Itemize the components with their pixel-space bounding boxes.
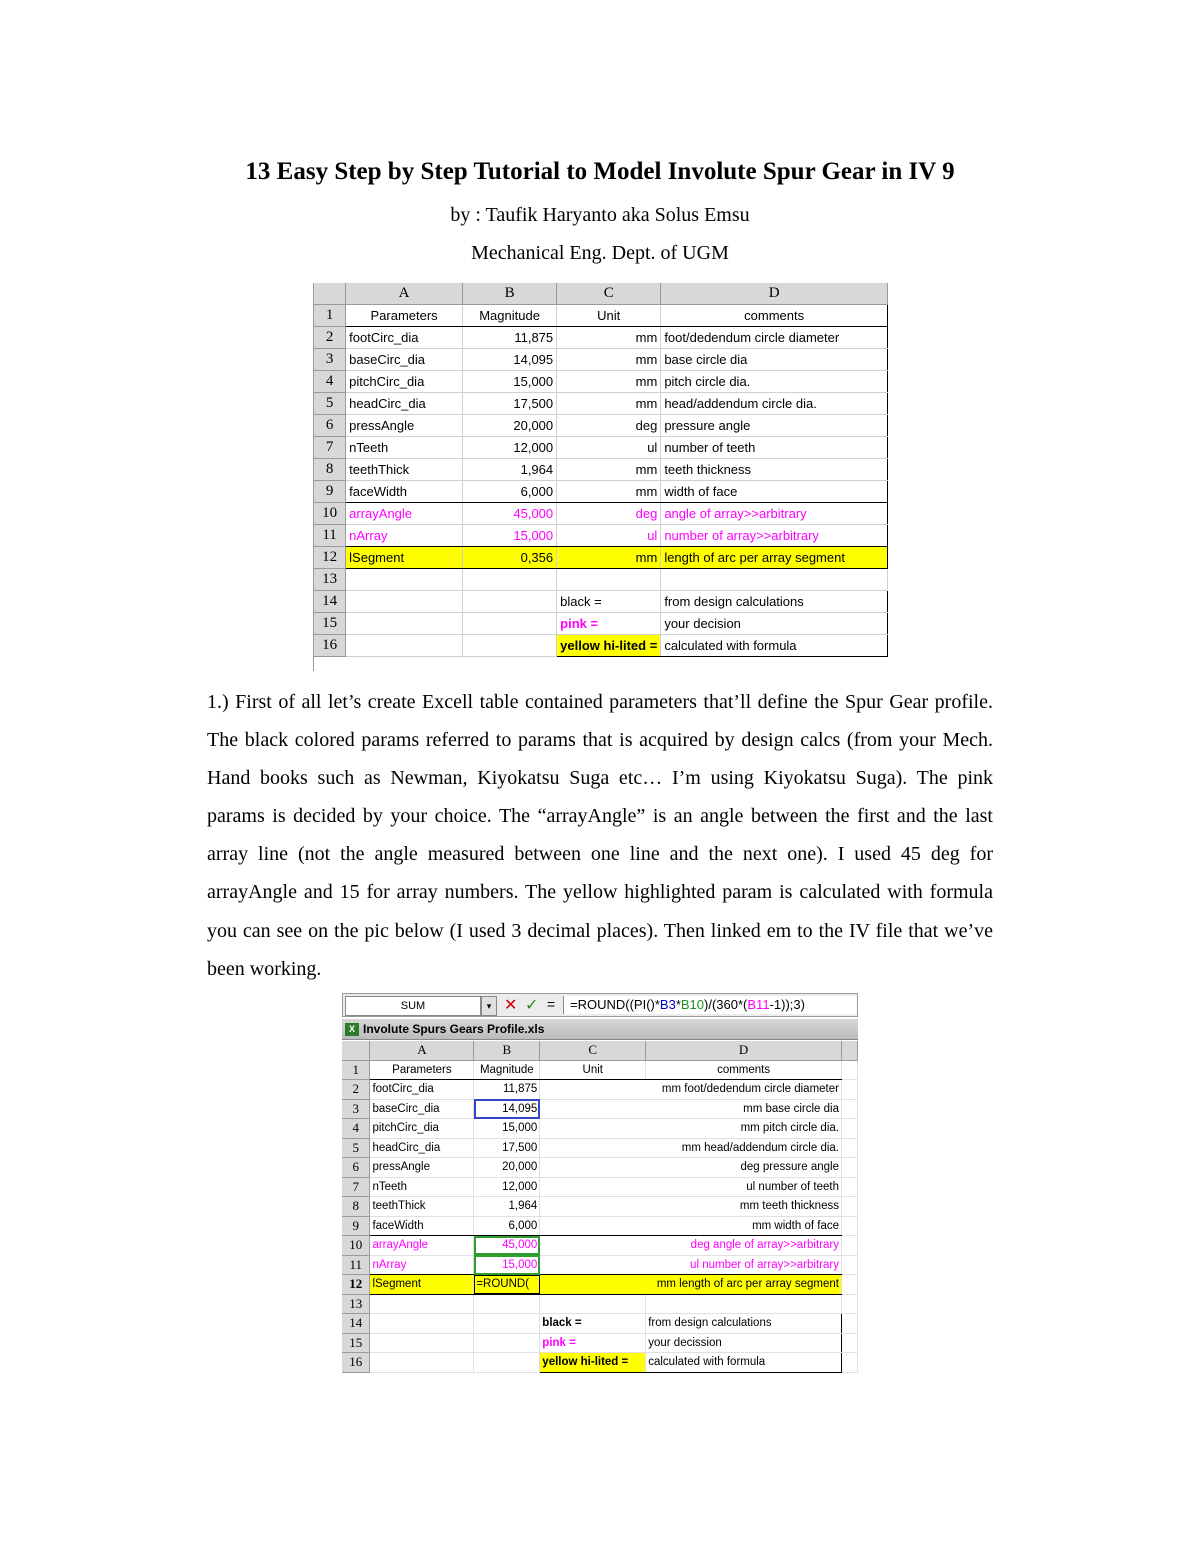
empty-cell[interactable]: [463, 569, 557, 591]
comment-cell[interactable]: width of face: [661, 481, 888, 503]
table-row: [314, 437, 888, 459]
param-name-cell[interactable]: pressAngle: [370, 1158, 474, 1178]
param-name-cell[interactable]: arrayAngle: [346, 503, 463, 525]
legend-value[interactable]: your decision: [661, 613, 888, 635]
row-header[interactable]: 5: [314, 393, 346, 415]
empty-cell[interactable]: [841, 1177, 857, 1197]
formula-ref-b3: B3: [659, 997, 676, 1012]
param-name-cell[interactable]: nTeeth: [370, 1177, 474, 1197]
column-header-c[interactable]: C: [557, 283, 661, 305]
formula-part: *: [675, 997, 681, 1012]
header-cell[interactable]: Magnitude: [463, 305, 557, 327]
table-row: [314, 569, 888, 591]
legend-value[interactable]: from design calculations: [661, 591, 888, 613]
param-name-cell[interactable]: baseCirc_dia: [370, 1099, 474, 1119]
comment-cell[interactable]: number of array>>arbitrary: [661, 525, 888, 547]
row-header[interactable]: 4: [342, 1119, 370, 1139]
row-header[interactable]: 2: [342, 1080, 370, 1100]
table-row: [342, 1080, 858, 1100]
row-header[interactable]: 10: [342, 1236, 370, 1256]
worksheet-table: [342, 1041, 858, 1373]
param-name-cell[interactable]: headCirc_dia: [346, 393, 463, 415]
magnitude-cell[interactable]: 6,000: [463, 481, 557, 503]
row-header[interactable]: 11: [342, 1255, 370, 1275]
formula-part: =ROUND((PI()*: [570, 997, 660, 1012]
unit-comment-cell[interactable]: mm base circle dia: [540, 1099, 842, 1119]
row-header[interactable]: 14: [314, 591, 346, 613]
empty-cell[interactable]: [841, 1158, 857, 1178]
row-header[interactable]: 1: [314, 305, 346, 327]
magnitude-cell[interactable]: 20,000: [474, 1158, 540, 1178]
legend-key[interactable]: black =: [557, 591, 661, 613]
check-icon[interactable]: ✓: [525, 997, 539, 1014]
column-header-row: [314, 283, 888, 305]
formula-part: -1));3): [769, 997, 805, 1012]
empty-cell[interactable]: [841, 1119, 857, 1139]
row-header[interactable]: 3: [314, 349, 346, 371]
empty-cell[interactable]: [474, 1294, 540, 1314]
comment-cell[interactable]: pitch circle dia.: [661, 371, 888, 393]
formula-ref-b10: B10: [680, 997, 705, 1012]
header-cell[interactable]: Parameters: [370, 1060, 474, 1080]
param-name-cell[interactable]: nArray: [370, 1255, 474, 1275]
unit-cell[interactable]: mm: [557, 459, 661, 481]
param-name-cell[interactable]: nArray: [346, 525, 463, 547]
formula-input[interactable]: [563, 996, 857, 1014]
empty-cell[interactable]: [474, 1314, 540, 1334]
row-header[interactable]: 13: [342, 1294, 370, 1314]
table-row: [314, 371, 888, 393]
formula-part: )/(360*(: [704, 997, 748, 1012]
comment-cell[interactable]: length of arc per array segment: [661, 547, 888, 569]
empty-cell[interactable]: [370, 1314, 474, 1334]
magnitude-cell[interactable]: 0,356: [463, 547, 557, 569]
empty-cell[interactable]: [474, 1333, 540, 1353]
unit-cell[interactable]: deg: [557, 503, 661, 525]
unit-comment-cell[interactable]: ul number of array>>arbitrary: [540, 1255, 842, 1275]
unit-comment-cell[interactable]: mm pitch circle dia.: [540, 1119, 842, 1139]
empty-cell[interactable]: [841, 1333, 857, 1353]
magnitude-cell[interactable]: 1,964: [474, 1197, 540, 1217]
magnitude-cell[interactable]: 11,875: [474, 1080, 540, 1100]
row-header[interactable]: 15: [314, 613, 346, 635]
header-cell[interactable]: Magnitude: [474, 1060, 540, 1080]
formula-bar: [342, 993, 858, 1017]
empty-cell[interactable]: [841, 1314, 857, 1334]
step-1-paragraph: 1.) First of all let’s create Excell table contained parameters that’ll define the Spur Gear profile. The black colored params referred to params that is acquired by design calcs (from your Mech. Hand books such as Newman, Kiyokatsu Suga etc… I’m using Kiyokatsu Suga). The pink params is decided by your choice. The “arrayAngle” is an angle between the first and the last array line (not the angle measured between one line and the next one). I used 45 deg for arrayAngle and 15 for array numbers. The yellow highlighted param is calculated with formula you can see on the pic below (I used 3 decimal places). Then linked em to the IV file that we’ve been working.: [207, 691, 993, 980]
empty-cell[interactable]: [346, 613, 463, 635]
magnitude-cell-b10-selected[interactable]: 45,000: [474, 1236, 540, 1256]
column-header-a[interactable]: A: [346, 283, 463, 305]
table-row: [342, 1158, 858, 1178]
row-header[interactable]: 13: [314, 569, 346, 591]
param-name-cell[interactable]: pitchCirc_dia: [370, 1119, 474, 1139]
comment-cell[interactable]: pressure angle: [661, 415, 888, 437]
unit-comment-cell[interactable]: ul number of teeth: [540, 1177, 842, 1197]
row-header[interactable]: 6: [342, 1158, 370, 1178]
table-row: [314, 305, 888, 327]
header-cell[interactable]: Parameters: [346, 305, 463, 327]
column-header-d[interactable]: D: [646, 1041, 842, 1060]
row-header[interactable]: 7: [342, 1177, 370, 1197]
formula-ref-b11: B11: [747, 997, 770, 1012]
table-row: [342, 1255, 858, 1275]
table-row: [314, 503, 888, 525]
empty-cell[interactable]: [370, 1353, 474, 1373]
unit-cell[interactable]: mm: [557, 393, 661, 415]
param-name-cell[interactable]: faceWidth: [370, 1216, 474, 1236]
empty-cell[interactable]: [557, 569, 661, 591]
table-row: [314, 613, 888, 635]
table-row: [314, 459, 888, 481]
table-row: [314, 635, 888, 657]
unit-cell[interactable]: deg: [557, 415, 661, 437]
legend-key[interactable]: pink =: [557, 613, 661, 635]
row-header[interactable]: 6: [314, 415, 346, 437]
param-name-cell[interactable]: footCirc_dia: [346, 327, 463, 349]
magnitude-cell[interactable]: 45,000: [463, 503, 557, 525]
empty-cell[interactable]: [346, 591, 463, 613]
magnitude-cell-b11-selected[interactable]: 15,000: [474, 1255, 540, 1275]
magnitude-cell[interactable]: 6,000: [474, 1216, 540, 1236]
empty-cell[interactable]: [841, 1236, 857, 1256]
param-name-cell[interactable]: faceWidth: [346, 481, 463, 503]
param-name-cell[interactable]: pitchCirc_dia: [346, 371, 463, 393]
magnitude-cell[interactable]: 20,000: [463, 415, 557, 437]
column-header-row: [342, 1041, 858, 1060]
table-row: [314, 327, 888, 349]
empty-cell[interactable]: [346, 569, 463, 591]
comment-cell[interactable]: teeth thickness: [661, 459, 888, 481]
empty-cell[interactable]: [661, 569, 888, 591]
excel-file-icon: X: [345, 1023, 359, 1036]
empty-cell[interactable]: [370, 1294, 474, 1314]
table-row: [342, 1314, 858, 1334]
row-header[interactable]: 2: [314, 327, 346, 349]
param-name-cell[interactable]: footCirc_dia: [370, 1080, 474, 1100]
table-row: [342, 1138, 858, 1158]
column-header-d[interactable]: D: [661, 283, 888, 305]
unit-cell[interactable]: ul: [557, 525, 661, 547]
row-header[interactable]: 5: [342, 1138, 370, 1158]
parameter-spreadsheet: [313, 283, 888, 671]
unit-comment-cell[interactable]: deg pressure angle: [540, 1158, 842, 1178]
empty-cell[interactable]: [841, 1197, 857, 1217]
row-header[interactable]: 16: [314, 635, 346, 657]
comment-cell[interactable]: number of teeth: [661, 437, 888, 459]
empty-cell[interactable]: [463, 613, 557, 635]
empty-cell[interactable]: [841, 1275, 857, 1295]
parameter-table: [314, 283, 888, 657]
param-name-cell[interactable]: arrayAngle: [370, 1236, 474, 1256]
header-cell[interactable]: comments: [646, 1060, 842, 1080]
legend-value[interactable]: calculated with formula: [661, 635, 888, 657]
document-title: 13 Easy Step by Step Tutorial to Model Involute Spur Gear in IV 9: [245, 158, 955, 185]
unit-comment-cell[interactable]: deg angle of array>>arbitrary: [540, 1236, 842, 1256]
row-header[interactable]: 15: [342, 1333, 370, 1353]
param-name-cell[interactable]: lSegment: [370, 1275, 474, 1295]
magnitude-cell[interactable]: 15,000: [463, 371, 557, 393]
row-header[interactable]: 8: [314, 459, 346, 481]
empty-cell[interactable]: [841, 1138, 857, 1158]
table-row: [314, 415, 888, 437]
row-header[interactable]: 16: [342, 1353, 370, 1373]
table-row: [342, 1275, 858, 1295]
header-cell[interactable]: Unit: [540, 1060, 646, 1080]
function-equals-icon[interactable]: =: [547, 996, 556, 1012]
legend-value[interactable]: from design calculations: [646, 1314, 842, 1334]
header-cell[interactable]: comments: [661, 305, 888, 327]
excel-window: [342, 993, 858, 1391]
unit-comment-cell[interactable]: mm foot/dedendum circle diameter: [540, 1080, 842, 1100]
magnitude-cell[interactable]: 12,000: [474, 1177, 540, 1197]
table-row: [342, 1197, 858, 1217]
row-header[interactable]: 4: [314, 371, 346, 393]
corner-cell[interactable]: [314, 283, 346, 305]
unit-comment-cell[interactable]: mm teeth thickness: [540, 1197, 842, 1217]
empty-cell[interactable]: [841, 1080, 857, 1100]
comment-cell[interactable]: head/addendum circle dia.: [661, 393, 888, 415]
row-header[interactable]: 7: [314, 437, 346, 459]
param-name-cell[interactable]: lSegment: [346, 547, 463, 569]
empty-cell[interactable]: [540, 1294, 646, 1314]
table-row: [314, 349, 888, 371]
row-header[interactable]: 10: [314, 503, 346, 525]
chevron-down-icon[interactable]: ▾: [481, 996, 497, 1016]
cancel-icon[interactable]: ✕: [504, 997, 518, 1014]
legend-key[interactable]: black =: [540, 1314, 646, 1334]
comment-cell[interactable]: base circle dia: [661, 349, 888, 371]
unit-cell[interactable]: mm: [557, 481, 661, 503]
header-cell[interactable]: Unit: [557, 305, 661, 327]
legend-key[interactable]: pink =: [540, 1333, 646, 1353]
table-row: [342, 1060, 858, 1080]
row-header[interactable]: 12: [314, 547, 346, 569]
unit-comment-cell[interactable]: mm length of arc per array segment: [540, 1275, 842, 1295]
empty-cell[interactable]: [474, 1353, 540, 1373]
magnitude-cell[interactable]: 17,500: [474, 1138, 540, 1158]
comment-cell[interactable]: foot/dedendum circle diameter: [661, 327, 888, 349]
department-line: Mechanical Eng. Dept. of UGM: [471, 242, 729, 264]
param-name-cell[interactable]: nTeeth: [346, 437, 463, 459]
unit-cell[interactable]: ul: [557, 437, 661, 459]
unit-cell[interactable]: mm: [557, 547, 661, 569]
empty-cell[interactable]: [841, 1294, 857, 1314]
row-header[interactable]: 14: [342, 1314, 370, 1334]
table-row: [342, 1216, 858, 1236]
table-row: [342, 1119, 858, 1139]
unit-cell[interactable]: mm: [557, 327, 661, 349]
table-row: [342, 1099, 858, 1119]
workbook-title: Involute Spurs Gears Profile.xls: [363, 1022, 545, 1036]
legend-value[interactable]: calculated with formula: [646, 1353, 842, 1373]
legend-value[interactable]: your decission: [646, 1333, 842, 1353]
empty-cell[interactable]: [463, 635, 557, 657]
column-header-b[interactable]: B: [463, 283, 557, 305]
magnitude-cell[interactable]: 11,875: [463, 327, 557, 349]
row-header[interactable]: 12: [342, 1275, 370, 1295]
row-header[interactable]: 9: [342, 1216, 370, 1236]
table-row: [342, 1294, 858, 1314]
table-row: [342, 1333, 858, 1353]
table-row: [342, 1177, 858, 1197]
corner-cell[interactable]: [342, 1041, 370, 1060]
unit-comment-cell[interactable]: mm width of face: [540, 1216, 842, 1236]
column-header-e[interactable]: [841, 1041, 857, 1060]
empty-cell[interactable]: [841, 1216, 857, 1236]
param-name-cell[interactable]: baseCirc_dia: [346, 349, 463, 371]
empty-cell[interactable]: [646, 1294, 842, 1314]
empty-cell[interactable]: [841, 1353, 857, 1373]
legend-key[interactable]: yellow hi-lited =: [557, 635, 661, 657]
magnitude-cell[interactable]: 15,000: [474, 1119, 540, 1139]
unit-cell[interactable]: mm: [557, 371, 661, 393]
empty-cell[interactable]: [841, 1060, 857, 1080]
param-name-cell[interactable]: teethThick: [346, 459, 463, 481]
table-row: [342, 1353, 858, 1373]
name-box[interactable]: SUM: [345, 996, 481, 1016]
param-name-cell[interactable]: headCirc_dia: [370, 1138, 474, 1158]
empty-cell[interactable]: [841, 1099, 857, 1119]
empty-cell[interactable]: [346, 635, 463, 657]
magnitude-cell[interactable]: 14,095: [463, 349, 557, 371]
magnitude-cell[interactable]: 15,000: [463, 525, 557, 547]
workbook-title-bar: [342, 1019, 858, 1040]
table-row: [314, 591, 888, 613]
magnitude-cell[interactable]: 12,000: [463, 437, 557, 459]
row-header[interactable]: 3: [342, 1099, 370, 1119]
empty-cell[interactable]: [370, 1333, 474, 1353]
magnitude-cell-b3-selected[interactable]: 14,095: [474, 1099, 540, 1119]
row-header[interactable]: 11: [314, 525, 346, 547]
active-formula-cell[interactable]: =ROUND(: [474, 1275, 540, 1295]
param-name-cell[interactable]: pressAngle: [346, 415, 463, 437]
column-header-c[interactable]: C: [540, 1041, 646, 1060]
unit-cell[interactable]: mm: [557, 349, 661, 371]
author-byline: by : Taufik Haryanto aka Solus Emsu: [450, 204, 750, 226]
empty-cell[interactable]: [463, 591, 557, 613]
row-header[interactable]: 9: [314, 481, 346, 503]
table-row: [314, 525, 888, 547]
unit-comment-cell[interactable]: mm head/addendum circle dia.: [540, 1138, 842, 1158]
table-row: [342, 1236, 858, 1256]
empty-cell[interactable]: [841, 1255, 857, 1275]
row-header[interactable]: 8: [342, 1197, 370, 1217]
column-header-a[interactable]: A: [370, 1041, 474, 1060]
legend-key[interactable]: yellow hi-lited =: [540, 1353, 646, 1373]
worksheet-grid: [342, 1041, 858, 1373]
param-name-cell[interactable]: teethThick: [370, 1197, 474, 1217]
column-header-b[interactable]: B: [474, 1041, 540, 1060]
magnitude-cell[interactable]: 1,964: [463, 459, 557, 481]
table-row: [314, 547, 888, 569]
row-header[interactable]: 1: [342, 1060, 370, 1080]
table-row: [314, 393, 888, 415]
table-row: [314, 481, 888, 503]
magnitude-cell[interactable]: 17,500: [463, 393, 557, 415]
comment-cell[interactable]: angle of array>>arbitrary: [661, 503, 888, 525]
